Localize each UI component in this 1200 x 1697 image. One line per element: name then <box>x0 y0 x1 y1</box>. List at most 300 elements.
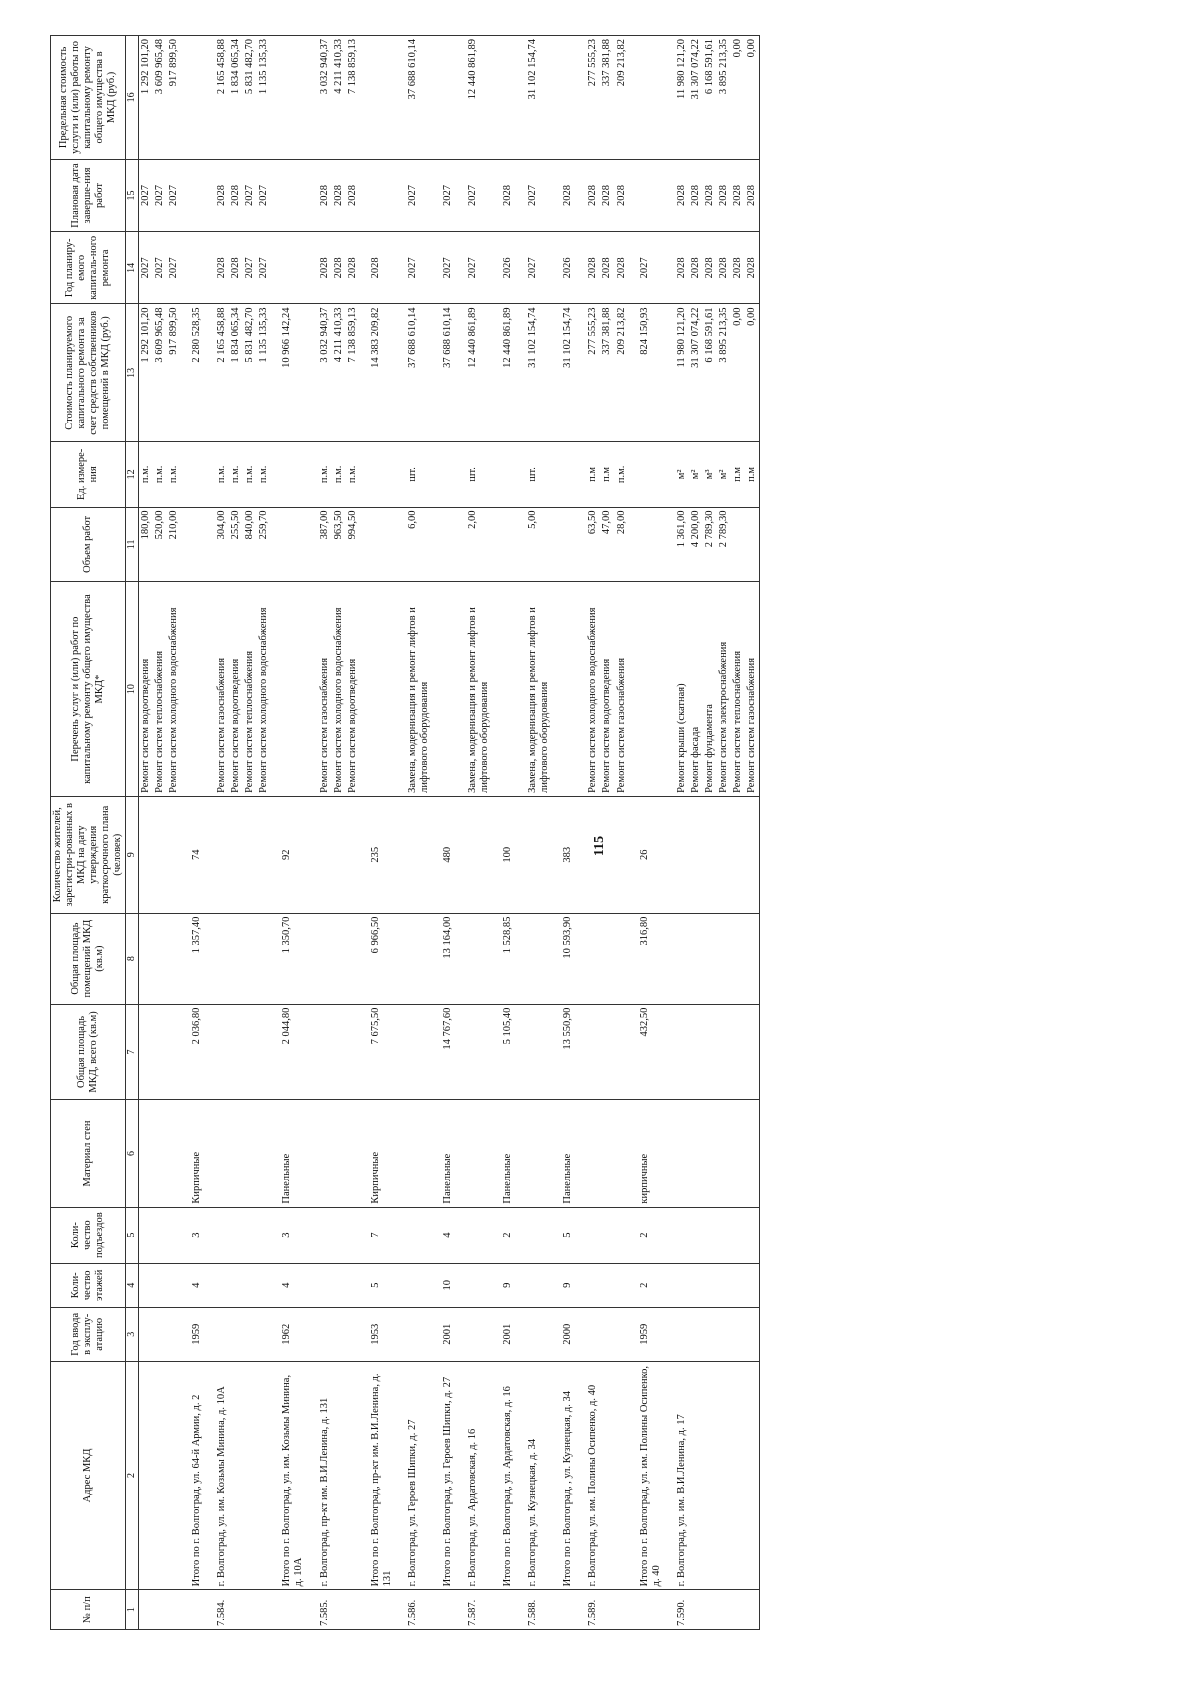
cell-col-15: 2028 <box>717 159 731 231</box>
cell-col-15: 2028 <box>307 159 332 231</box>
cell-col-13: 917 899,50 <box>167 304 181 442</box>
cell-col-13: 31 102 154,74 <box>552 304 575 442</box>
cell-col-1 <box>432 1590 455 1630</box>
cell-col-3 <box>703 1307 717 1361</box>
cell-col-11: 180,00 <box>138 507 153 582</box>
cell-col-11 <box>271 507 306 582</box>
cell-col-6 <box>717 1100 731 1207</box>
cell-col-1: 7.585. <box>307 1590 332 1630</box>
cell-col-14: 2027 <box>243 232 257 304</box>
cell-col-2 <box>717 1361 731 1590</box>
cell-col-4 <box>703 1263 717 1307</box>
cell-col-8 <box>243 913 257 1004</box>
cell-col-10: Ремонт систем водоотведения <box>600 582 614 797</box>
cell-col-4 <box>664 1263 689 1307</box>
cell-col-8: 1 528,85 <box>492 913 515 1004</box>
cell-col-3 <box>515 1307 552 1361</box>
column-header: Год ввода в эксплу-атацию <box>51 1307 126 1361</box>
cell-col-15: 2028 <box>600 159 614 231</box>
cell-col-4 <box>138 1263 153 1307</box>
cell-col-11: 255,50 <box>229 507 243 582</box>
cell-col-9 <box>731 796 745 913</box>
cell-col-14: 2028 <box>745 232 760 304</box>
cell-col-4: 9 <box>492 1263 515 1307</box>
cell-col-7 <box>153 1004 167 1100</box>
cell-col-10: Ремонт систем водоотведения <box>346 582 360 797</box>
cell-col-10: Ремонт систем водоотведения <box>138 582 153 797</box>
cell-col-11: 63,50 <box>575 507 600 582</box>
cell-col-6 <box>745 1100 760 1207</box>
cell-col-1 <box>257 1590 271 1630</box>
cell-col-3 <box>615 1307 629 1361</box>
cell-col-8 <box>717 913 731 1004</box>
cell-col-15: 2028 <box>703 159 717 231</box>
cell-col-4: 9 <box>552 1263 575 1307</box>
cell-col-3 <box>332 1307 346 1361</box>
cell-col-12: п.м. <box>229 442 243 507</box>
cell-col-15: 2028 <box>229 159 243 231</box>
cell-col-16: 37 688 610,14 <box>395 36 432 160</box>
cell-col-11 <box>745 507 760 582</box>
cell-col-13: 2 165 458,88 <box>204 304 229 442</box>
cell-col-7: 2 044,80 <box>271 1004 306 1100</box>
cell-col-16: 0,00 <box>731 36 745 160</box>
cell-col-7 <box>167 1004 181 1100</box>
cell-col-10: Ремонт систем холодного водоснабжения <box>257 582 271 797</box>
cell-col-16: 4 211 410,33 <box>332 36 346 160</box>
cell-col-2 <box>615 1361 629 1590</box>
cell-col-14: 2028 <box>307 232 332 304</box>
cell-col-14: 2028 <box>731 232 745 304</box>
cell-col-9 <box>664 796 689 913</box>
cell-col-8 <box>229 913 243 1004</box>
cell-col-6 <box>575 1100 600 1207</box>
cell-col-4: 4 <box>271 1263 306 1307</box>
cell-col-8 <box>395 913 432 1004</box>
cell-col-5 <box>717 1207 731 1263</box>
cell-col-7 <box>717 1004 731 1100</box>
cell-col-12: шт. <box>395 442 432 507</box>
cell-col-13: 7 138 859,13 <box>346 304 360 442</box>
cell-col-5 <box>731 1207 745 1263</box>
cell-col-6: Панельные <box>552 1100 575 1207</box>
cell-col-8 <box>455 913 492 1004</box>
cell-col-4 <box>332 1263 346 1307</box>
column-number: 16 <box>126 36 139 160</box>
cell-col-14: 2028 <box>703 232 717 304</box>
cell-col-14 <box>271 232 306 304</box>
cell-col-1: 7.589. <box>575 1590 600 1630</box>
cell-col-15: 2028 <box>615 159 629 231</box>
cell-col-12: п.м <box>745 442 760 507</box>
cell-col-3 <box>243 1307 257 1361</box>
cell-col-11: 1 361,00 <box>664 507 689 582</box>
cell-col-1 <box>600 1590 614 1630</box>
cell-col-11 <box>629 507 664 582</box>
cell-col-3 <box>138 1307 153 1361</box>
cell-col-1 <box>332 1590 346 1630</box>
cell-col-13: 14 383 209,82 <box>360 304 395 442</box>
table-row <box>204 36 229 1630</box>
cell-col-7 <box>346 1004 360 1100</box>
cell-col-6 <box>332 1100 346 1207</box>
cell-col-6 <box>229 1100 243 1207</box>
cell-col-1 <box>271 1590 306 1630</box>
cell-col-3: 2000 <box>552 1307 575 1361</box>
cell-col-14: 2028 <box>575 232 600 304</box>
cell-col-4 <box>204 1263 229 1307</box>
cell-col-9 <box>455 796 492 913</box>
cell-col-12: шт. <box>455 442 492 507</box>
cell-col-10 <box>432 582 455 797</box>
table-row <box>455 36 492 1630</box>
cell-col-15: 2028 <box>346 159 360 231</box>
cell-col-13: 11 980 121,20 <box>664 304 689 442</box>
cell-col-13: 209 213,82 <box>615 304 629 442</box>
cell-col-6 <box>515 1100 552 1207</box>
total-row <box>360 36 395 1630</box>
column-header: Коли-чество подъездов <box>51 1207 126 1263</box>
cell-col-16: 209 213,82 <box>615 36 629 160</box>
cell-col-14: 2028 <box>229 232 243 304</box>
cell-col-2: Итого по г. Волгоград, пр-кт им. В.И.Ленина, д. 131 <box>360 1361 395 1590</box>
table-row <box>703 36 717 1630</box>
cell-col-12: п.м <box>731 442 745 507</box>
cell-col-5 <box>600 1207 614 1263</box>
table-row <box>229 36 243 1630</box>
table-row <box>515 36 552 1630</box>
cell-col-3 <box>167 1307 181 1361</box>
cell-col-5 <box>575 1207 600 1263</box>
cell-col-4 <box>395 1263 432 1307</box>
cell-col-13: 12 440 861,89 <box>492 304 515 442</box>
cell-col-7 <box>395 1004 432 1100</box>
cell-col-13: 1 135 135,33 <box>257 304 271 442</box>
cell-col-9: 92 <box>271 796 306 913</box>
cell-col-13: 12 440 861,89 <box>455 304 492 442</box>
cell-col-2 <box>600 1361 614 1590</box>
cell-col-2: Итого по г. Волгоград, , ул. Кузнецкая, д. 34 <box>552 1361 575 1590</box>
cell-col-2 <box>745 1361 760 1590</box>
cell-col-12: п.м. <box>615 442 629 507</box>
cell-col-2 <box>703 1361 717 1590</box>
cell-col-4 <box>229 1263 243 1307</box>
cell-col-1 <box>181 1590 204 1630</box>
cell-col-8 <box>731 913 745 1004</box>
cell-col-6 <box>346 1100 360 1207</box>
cell-col-4 <box>745 1263 760 1307</box>
cell-col-5 <box>615 1207 629 1263</box>
cell-col-7: 5 105,40 <box>492 1004 515 1100</box>
cell-col-12 <box>271 442 306 507</box>
cell-col-9 <box>689 796 703 913</box>
cell-col-12 <box>492 442 515 507</box>
cell-col-14: 2027 <box>395 232 432 304</box>
cell-col-13: 0,00 <box>731 304 745 442</box>
cell-col-12: м³ <box>703 442 717 507</box>
cell-col-12: шт. <box>515 442 552 507</box>
cell-col-1 <box>552 1590 575 1630</box>
cell-col-8 <box>257 913 271 1004</box>
cell-col-3 <box>395 1307 432 1361</box>
cell-col-8 <box>332 913 346 1004</box>
cell-col-14: 2028 <box>717 232 731 304</box>
cell-col-5 <box>395 1207 432 1263</box>
table-row <box>615 36 629 1630</box>
cell-col-9: 26 <box>629 796 664 913</box>
cell-col-5 <box>138 1207 153 1263</box>
cell-col-4 <box>600 1263 614 1307</box>
column-header: № п/п <box>51 1590 126 1630</box>
cell-col-16 <box>181 36 204 160</box>
cell-col-14: 2027 <box>257 232 271 304</box>
cell-col-4 <box>243 1263 257 1307</box>
cell-col-1 <box>717 1590 731 1630</box>
cell-col-1: 7.587. <box>455 1590 492 1630</box>
cell-col-15: 2028 <box>204 159 229 231</box>
cell-col-5: 2 <box>492 1207 515 1263</box>
cell-col-13: 824 150,93 <box>629 304 664 442</box>
cell-col-1: 7.586. <box>395 1590 432 1630</box>
cell-col-12: п.м <box>600 442 614 507</box>
cell-col-2: Итого по г. Волгоград, ул. им. Козьмы Минина, д. 10А <box>271 1361 306 1590</box>
cell-col-1 <box>167 1590 181 1630</box>
cell-col-9 <box>138 796 153 913</box>
cell-col-12: м² <box>717 442 731 507</box>
table-row <box>138 36 153 1630</box>
cell-col-7: 7 675,50 <box>360 1004 395 1100</box>
cell-col-6 <box>615 1100 629 1207</box>
cell-col-14: 2027 <box>167 232 181 304</box>
cell-col-16: 1 292 101,20 <box>138 36 153 160</box>
cell-col-8 <box>204 913 229 1004</box>
cell-col-6: Кирпичные <box>181 1100 204 1207</box>
table-row <box>664 36 689 1630</box>
cell-col-8 <box>664 913 689 1004</box>
cell-col-14 <box>181 232 204 304</box>
cell-col-6: Панельные <box>432 1100 455 1207</box>
cell-col-5 <box>689 1207 703 1263</box>
cell-col-8 <box>138 913 153 1004</box>
cell-col-1 <box>492 1590 515 1630</box>
cell-col-11: 520,00 <box>153 507 167 582</box>
cell-col-10: Ремонт систем электроснабжения <box>717 582 731 797</box>
cell-col-15 <box>181 159 204 231</box>
cell-col-5 <box>167 1207 181 1263</box>
cell-col-11: 259,70 <box>257 507 271 582</box>
cell-col-6 <box>689 1100 703 1207</box>
cell-col-1 <box>346 1590 360 1630</box>
cell-col-15 <box>271 159 306 231</box>
cell-col-11: 387,00 <box>307 507 332 582</box>
cell-col-15 <box>360 159 395 231</box>
cell-col-5 <box>515 1207 552 1263</box>
cell-col-15: 2027 <box>432 159 455 231</box>
column-number: 8 <box>126 913 139 1004</box>
cell-col-10: Ремонт систем холодного водоснабжения <box>167 582 181 797</box>
cell-col-9: 235 <box>360 796 395 913</box>
column-number: 15 <box>126 159 139 231</box>
cell-col-11 <box>731 507 745 582</box>
cell-col-6: Кирпичные <box>360 1100 395 1207</box>
cell-col-13: 277 555,23 <box>575 304 600 442</box>
cell-col-12: п.м. <box>257 442 271 507</box>
cell-col-4 <box>575 1263 600 1307</box>
column-header: Объем работ <box>51 507 126 582</box>
cell-col-10: Ремонт систем холодного водоснабжения <box>575 582 600 797</box>
cell-col-4 <box>731 1263 745 1307</box>
table-row <box>600 36 614 1630</box>
cell-col-12: п.м. <box>307 442 332 507</box>
cell-col-16 <box>271 36 306 160</box>
cell-col-16: 337 381,88 <box>600 36 614 160</box>
cell-col-11: 6,00 <box>395 507 432 582</box>
cell-col-7 <box>689 1004 703 1100</box>
cell-col-7 <box>243 1004 257 1100</box>
cell-col-3 <box>731 1307 745 1361</box>
table-row <box>346 36 360 1630</box>
cell-col-1 <box>629 1590 664 1630</box>
cell-col-3 <box>717 1307 731 1361</box>
cell-col-8: 10 593,90 <box>552 913 575 1004</box>
cell-col-3 <box>455 1307 492 1361</box>
page-number: 115 <box>592 835 607 857</box>
cell-col-3 <box>600 1307 614 1361</box>
cell-col-6 <box>167 1100 181 1207</box>
cell-col-11 <box>492 507 515 582</box>
cell-col-8: 1 350,70 <box>271 913 306 1004</box>
cell-col-10 <box>492 582 515 797</box>
table-row <box>257 36 271 1630</box>
cell-col-10: Замена, модернизация и ремонт лифтов и лифтового оборудования <box>515 582 552 797</box>
column-header: Перечень услуг и (или) работ по капитальному ремонту общего имущества МКД* <box>51 582 126 797</box>
cell-col-12: п.м. <box>153 442 167 507</box>
cell-col-15: 2027 <box>515 159 552 231</box>
cell-col-16 <box>492 36 515 160</box>
cell-col-10 <box>271 582 306 797</box>
cell-col-11: 2 789,30 <box>717 507 731 582</box>
cell-col-10: Ремонт фундамента <box>703 582 717 797</box>
cell-col-12: п.м. <box>204 442 229 507</box>
cell-col-1: 7.584. <box>204 1590 229 1630</box>
cell-col-6: кирпичные <box>629 1100 664 1207</box>
cell-col-11: 28,00 <box>615 507 629 582</box>
cell-col-6: Панельные <box>271 1100 306 1207</box>
cell-col-5 <box>204 1207 229 1263</box>
cell-col-6 <box>731 1100 745 1207</box>
cell-col-3 <box>689 1307 703 1361</box>
cell-col-9 <box>515 796 552 913</box>
column-number-row <box>126 36 139 1630</box>
column-number: 6 <box>126 1100 139 1207</box>
column-number: 14 <box>126 232 139 304</box>
cell-col-15: 2027 <box>257 159 271 231</box>
column-header: Материал стен <box>51 1100 126 1207</box>
cell-col-16 <box>552 36 575 160</box>
cell-col-9: 383 <box>552 796 575 913</box>
cell-col-10: Замена, модернизация и ремонт лифтов и лифтового оборудования <box>455 582 492 797</box>
header-row <box>51 36 126 1630</box>
cell-col-15: 2028 <box>332 159 346 231</box>
cell-col-2: г. Волгоград, ул. им. Козьмы Минина, д. 10А <box>204 1361 229 1590</box>
cell-col-8 <box>689 913 703 1004</box>
cell-col-3 <box>664 1307 689 1361</box>
cell-col-1 <box>615 1590 629 1630</box>
cell-col-4 <box>689 1263 703 1307</box>
cell-col-5 <box>332 1207 346 1263</box>
cell-col-7 <box>307 1004 332 1100</box>
cell-col-2 <box>689 1361 703 1590</box>
cell-col-14: 2028 <box>360 232 395 304</box>
cell-col-11: 2 789,30 <box>703 507 717 582</box>
cell-col-7 <box>204 1004 229 1100</box>
total-row <box>492 36 515 1630</box>
column-header: Общая площадь помещений МКД (кв.м) <box>51 913 126 1004</box>
cell-col-2 <box>138 1361 153 1590</box>
cell-col-4 <box>307 1263 332 1307</box>
cell-col-14: 2028 <box>689 232 703 304</box>
cell-col-16: 5 831 482,70 <box>243 36 257 160</box>
cell-col-11: 2,00 <box>455 507 492 582</box>
cell-col-8 <box>575 913 600 1004</box>
cell-col-6 <box>257 1100 271 1207</box>
cell-col-2: г. Волгоград, ул. Ардатовская, д. 16 <box>455 1361 492 1590</box>
cell-col-16: 6 168 591,61 <box>703 36 717 160</box>
cell-col-3 <box>346 1307 360 1361</box>
cell-col-10 <box>629 582 664 797</box>
cell-col-15 <box>629 159 664 231</box>
cell-col-8 <box>515 913 552 1004</box>
cell-col-11 <box>181 507 204 582</box>
cell-col-14: 2027 <box>515 232 552 304</box>
cell-col-12: м² <box>689 442 703 507</box>
table-row <box>395 36 432 1630</box>
column-number: 12 <box>126 442 139 507</box>
cell-col-12: п.м. <box>243 442 257 507</box>
column-header: Год планиру-емого капиталь-ного ремонта <box>51 232 126 304</box>
cell-col-1 <box>745 1590 760 1630</box>
cell-col-15: 2027 <box>153 159 167 231</box>
total-row <box>181 36 204 1630</box>
cell-col-1 <box>703 1590 717 1630</box>
total-row <box>432 36 455 1630</box>
cell-col-16: 11 980 121,20 <box>664 36 689 160</box>
cell-col-14: 2028 <box>600 232 614 304</box>
cell-col-16: 3 032 940,37 <box>307 36 332 160</box>
cell-col-7 <box>515 1004 552 1100</box>
cell-col-9 <box>346 796 360 913</box>
cell-col-9: 480 <box>432 796 455 913</box>
table-row <box>243 36 257 1630</box>
cell-col-2: Итого по г. Волгоград, ул. Героев Шипки, д. 27 <box>432 1361 455 1590</box>
table-row <box>307 36 332 1630</box>
cell-col-10: Ремонт крыши (скатная) <box>664 582 689 797</box>
cell-col-16: 1 834 065,34 <box>229 36 243 160</box>
cell-col-1 <box>229 1590 243 1630</box>
cell-col-11: 210,00 <box>167 507 181 582</box>
cell-col-1 <box>360 1590 395 1630</box>
column-header: Плановая дата заверше-ния работ <box>51 159 126 231</box>
cell-col-12: м² <box>664 442 689 507</box>
cell-col-14: 2027 <box>138 232 153 304</box>
cell-col-6 <box>204 1100 229 1207</box>
cell-col-10: Ремонт систем теплоснабжения <box>153 582 167 797</box>
cell-col-2: г. Волгоград, ул. Кузнецкая, д. 34 <box>515 1361 552 1590</box>
cell-col-7 <box>731 1004 745 1100</box>
total-row <box>271 36 306 1630</box>
cell-col-11: 994,50 <box>346 507 360 582</box>
cell-col-5: 3 <box>181 1207 204 1263</box>
